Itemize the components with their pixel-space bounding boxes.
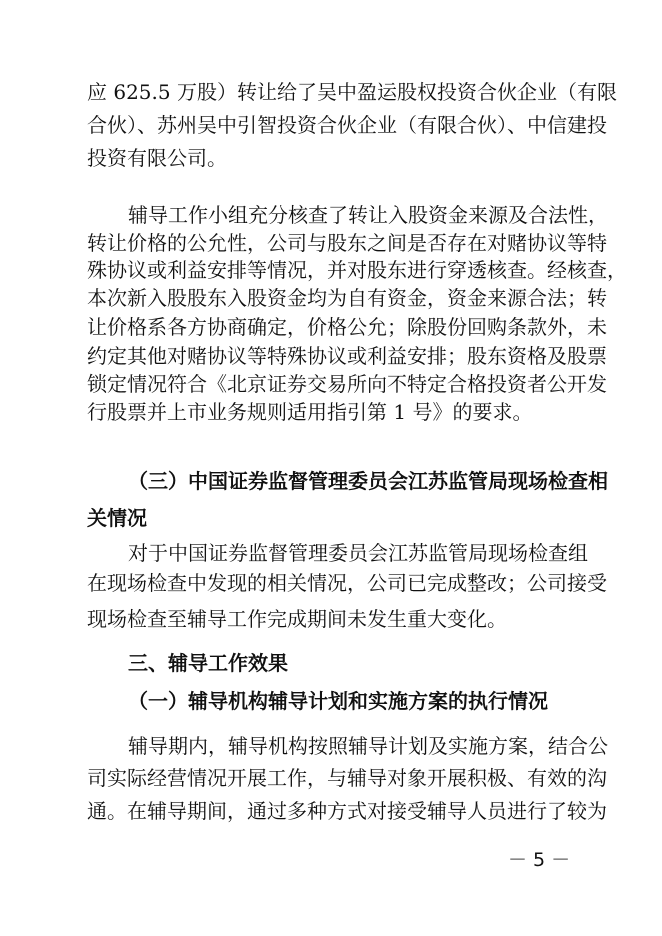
chapter-heading: [0, 643, 662, 683]
section-heading: [0, 461, 662, 501]
line-text: 让价格系各方协商确定，价格公允；除股份回购条款外，未: [87, 315, 607, 339]
line-text: 应 625.5 万股）转让给了吴中盈运股权投资合伙企业（有限: [87, 80, 617, 104]
line-text: 在现场检查中发现的相关情况，公司已完成整改；公司接受: [87, 571, 607, 595]
line-text: 约定其他对赌协议等特殊协议或利益安排；股东资格及股票: [87, 344, 607, 368]
line-text: 投资有限公司。: [87, 146, 227, 170]
line-text: 转让价格的公允性，公司与股东之间是否存在对赌协议等特: [87, 231, 607, 255]
line-text: 锁定情况符合《北京证券交易所向不特定合格投资者公开发: [87, 372, 607, 396]
line-text: 本次新入股股东入股资金均为自有资金，资金来源合法；转: [87, 286, 607, 310]
body-line: [0, 791, 662, 831]
body-line: [0, 392, 662, 432]
line-text: 行股票并上市业务规则适用指引第 1 号》的要求。: [87, 400, 533, 424]
section-heading: [0, 498, 662, 538]
body-line: [0, 563, 662, 603]
body-line: [0, 138, 662, 178]
body-line: [0, 599, 662, 639]
line-text: 现场检查至辅导工作完成期间未发生重大变化。: [87, 607, 507, 631]
line-text: 辅导期内，辅导机构按照辅导计划及实施方案，结合公: [128, 734, 608, 758]
heading-text: （一）辅导机构辅导计划和实施方案的执行情况: [128, 689, 548, 713]
heading-text: （三）中国证券监督管理委员会江苏监管局现场检查相: [128, 469, 608, 493]
section-heading: [0, 681, 662, 721]
line-text: 殊协议或利益安排等情况，并对股东进行穿透核查。经核查，: [87, 258, 627, 282]
heading-text: 关情况: [87, 506, 147, 530]
line-text: 辅导工作小组充分核查了转让入股资金来源及合法性，: [128, 203, 608, 227]
line-text: 通。在辅导期间，通过多种方式对接受辅导人员进行了较为: [87, 799, 607, 823]
line-text: 司实际经营情况开展工作，与辅导对象开展积极、有效的沟: [87, 766, 607, 790]
heading-text: 三、辅导工作效果: [128, 651, 288, 675]
page-number: － 5 －: [508, 849, 571, 871]
line-text: 对于中国证券监督管理委员会江苏监管局现场检查组: [128, 541, 588, 565]
line-text: 合伙）、苏州吴中引智投资合伙企业（有限合伙）、中信建投: [87, 113, 607, 137]
